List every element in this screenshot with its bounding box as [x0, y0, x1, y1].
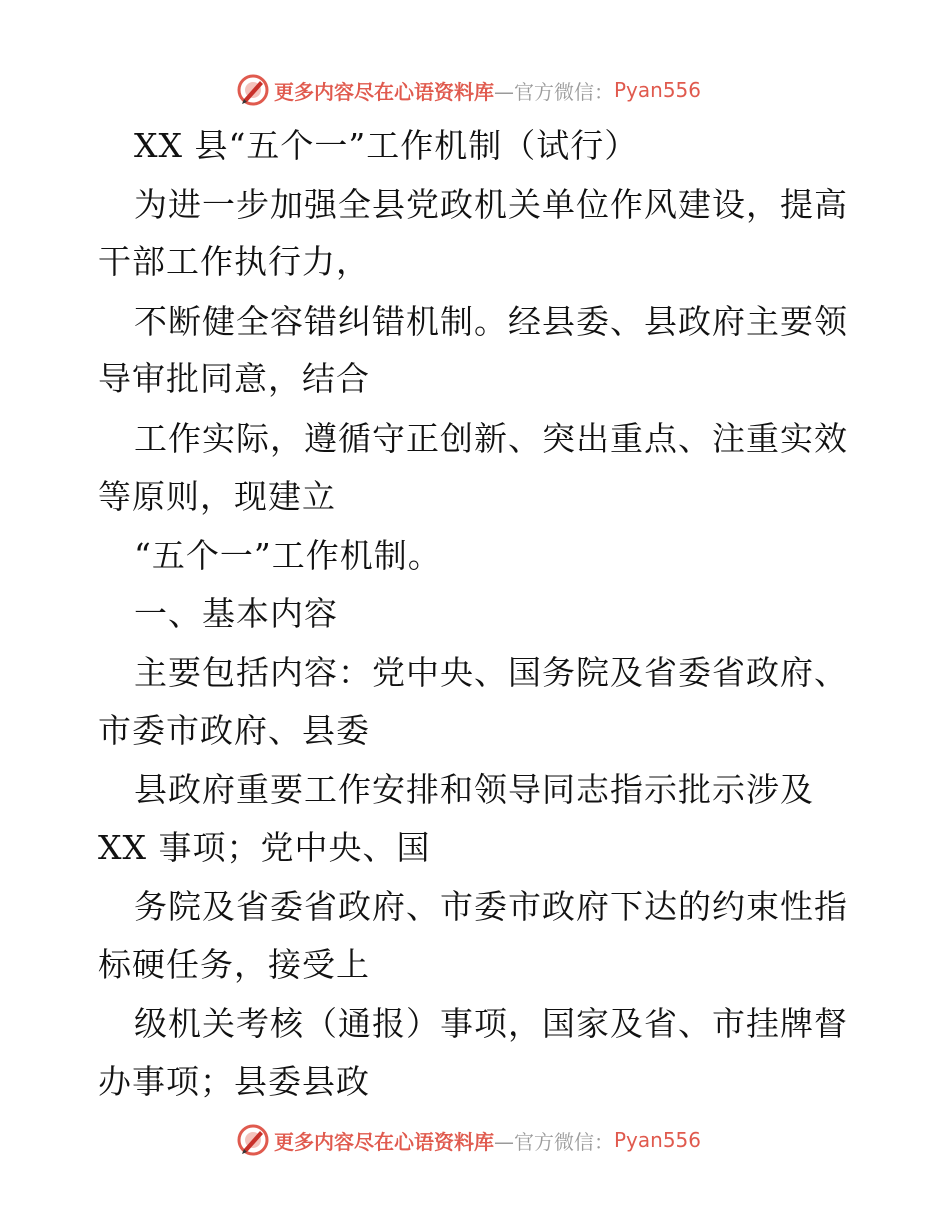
paragraph-line: 导审批同意，结合 [98, 359, 370, 398]
header-watermark [236, 72, 701, 108]
watermark-separator: —官方微信： [494, 79, 614, 104]
watermark-account: Pyan556 [614, 78, 702, 102]
watermark-account: Pyan556 [614, 1128, 702, 1152]
paragraph-line: 县政府重要工作安排和领导同志指示批示涉及 [134, 770, 814, 809]
paragraph-line: 标硬任务，接受上 [98, 945, 370, 984]
paragraph-line: XX 事项；党中央、国 [98, 828, 431, 867]
watermark-text: 更多内容尽在心语资料库 [274, 79, 494, 104]
paragraph-line: 务院及省委省政府、市委市政府下达的约束性指 [134, 887, 848, 926]
paragraph-line: 主要包括内容：党中央、国务院及省委省政府、 [134, 653, 848, 692]
paragraph-line: “五个一”工作机制。 [134, 536, 442, 575]
paragraph-line: 为进一步加强全县党政机关单位作风建设，提高 [134, 185, 848, 224]
paragraph-line: 干部工作执行力， [98, 242, 370, 281]
pen-logo-icon [236, 73, 270, 107]
footer-watermark [236, 1122, 701, 1158]
paragraph-line: 级机关考核（通报）事项，国家及省、市挂牌督 [134, 1004, 848, 1043]
paragraph-line: 工作实际，遵循守正创新、突出重点、注重实效 [134, 419, 848, 458]
document-title: XX 县“五个一”工作机制（试行） [134, 126, 639, 165]
watermark-text: 更多内容尽在心语资料库 [274, 1129, 494, 1154]
paragraph-line: 市委市政府、县委 [98, 711, 370, 750]
watermark-separator: —官方微信： [494, 1129, 614, 1154]
section-heading: 一、基本内容 [134, 594, 338, 633]
paragraph-line: 不断健全容错纠错机制。经县委、县政府主要领 [134, 302, 848, 341]
paragraph-line: 办事项；县委县政 [98, 1062, 370, 1101]
pen-logo-icon [236, 1123, 270, 1157]
paragraph-line: 等原则，现建立 [98, 477, 336, 516]
